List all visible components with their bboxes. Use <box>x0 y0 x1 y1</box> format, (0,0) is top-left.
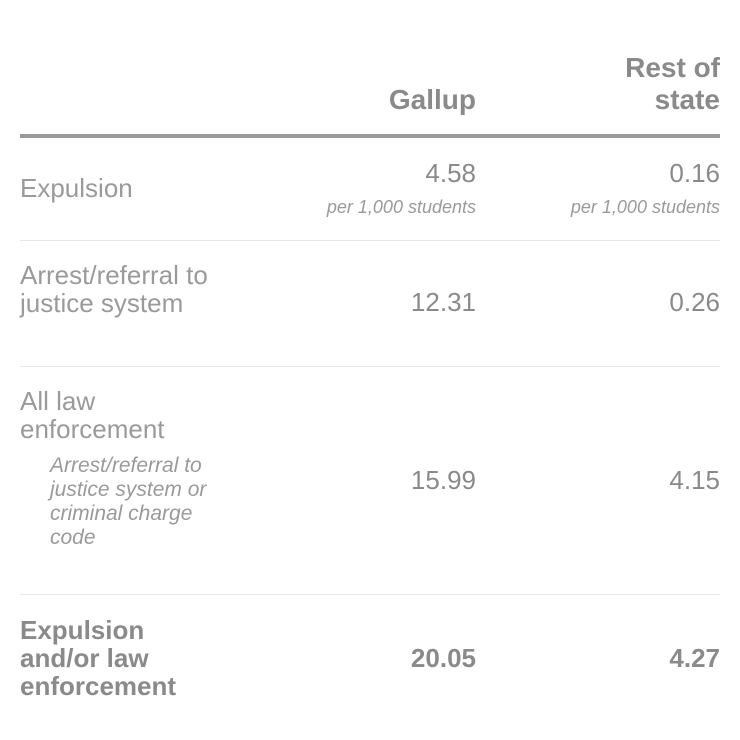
table-row-arrest-referral <box>20 241 720 367</box>
column-header-rest-of-state <box>520 52 720 116</box>
column-header-rest-of-state-line2: state <box>654 84 720 115</box>
table-row-all-law-enforcement <box>20 367 720 595</box>
table-row-expulsion <box>20 138 720 241</box>
table-header <box>20 52 720 138</box>
table-row-expulsion-and-or-law-enforcement <box>20 595 720 715</box>
row-label: Expulsion and/or law enforcement <box>20 615 177 701</box>
value-rest-of-state: 4.15 <box>669 465 720 495</box>
row-label: Arrest/referral to justice system <box>20 260 208 318</box>
value-rest-of-state: 4.27 <box>669 643 720 673</box>
value-gallup: 12.31 <box>410 287 476 317</box>
row-sublabel: Arrest/referral to justice system or criminal charge code <box>50 454 207 549</box>
value-rest-of-state: 0.16 <box>669 158 720 188</box>
row-label: Expulsion <box>20 173 133 203</box>
value-gallup: 20.05 <box>410 643 476 673</box>
value-gallup: 4.58 <box>425 158 476 188</box>
row-label: All law enforcement <box>20 386 165 444</box>
column-header-gallup: Gallup <box>388 84 476 115</box>
unit-rest-of-state: per 1,000 students <box>570 197 720 217</box>
value-rest-of-state: 0.26 <box>669 287 720 317</box>
value-gallup: 15.99 <box>410 465 476 495</box>
unit-gallup: per 1,000 students <box>326 197 476 217</box>
column-header-rest-of-state-line1: Rest of <box>625 52 720 83</box>
